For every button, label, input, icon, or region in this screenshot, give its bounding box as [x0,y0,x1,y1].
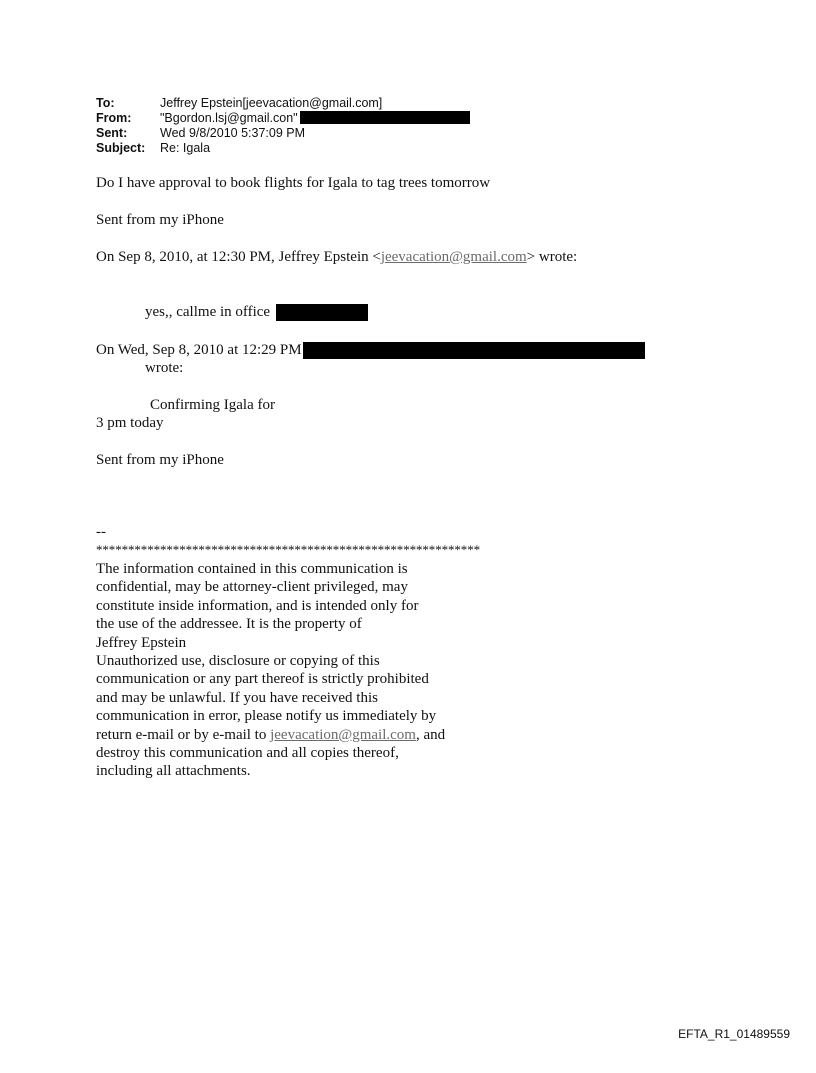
confirm-line: Confirming Igala for [150,397,275,413]
disclaimer-line: constitute inside information, and is intended only for [96,597,419,614]
disclaimer-text: return e-mail or by e-mail to [96,726,271,743]
disclaimer-line: including all attachments. [96,763,251,780]
quote-suffix: > wrote: [526,249,578,265]
redaction-box [300,111,470,124]
to-value: Jeffrey Epstein[jeevacation@gmail.com] [160,96,383,110]
signature: Sent from my iPhone [96,212,224,228]
disclaimer-line: communication in error, please notify us immediately by [96,708,437,725]
disclaimer-line: destroy this communication and all copies thereof, [96,745,399,762]
quote-wrote: wrote: [145,360,184,376]
sent-label: Sent: [96,126,128,140]
from-row [96,111,470,126]
email-header [96,96,470,156]
disclaimer-text: , and [415,726,446,743]
email-link[interactable]: jeevacation@gmail.com [380,249,527,265]
disclaimer-line: the use of the addressee. It is the property of [96,616,362,633]
quote-prefix: On Sep 8, 2010, at 12:30 PM, Jeffrey Epstein < [96,249,381,265]
separator-stars: ************************************************************ [96,542,481,557]
sent-value: Wed 9/8/2010 5:37:09 PM [160,126,306,140]
disclaimer-line: confidential, may be attorney-client privileged, may [96,579,408,596]
disclaimer-line: and may be unlawful. If you have received this [96,689,378,706]
quote-header-1 [96,248,577,267]
subject-row [96,141,470,156]
disclaimer-line: Unauthorized use, disclosure or copying of this [96,653,380,670]
disclaimer [96,560,445,781]
confirm-line: 3 pm today [96,415,164,431]
separator-dashes: -- [96,524,106,540]
disclaimer-line: communication or any part thereof is strictly prohibited [96,671,429,688]
disclaimer-line [96,726,445,744]
disclaimer-line: Jeffrey Epstein [96,634,187,651]
from-label: From: [96,111,132,125]
from-value: "Bgordon.lsj@gmail.con" [160,111,298,125]
to-label: To: [96,96,115,110]
to-row [96,96,470,111]
message-line: Do I have approval to book flights for Igala to tag trees tomorrow [96,175,491,191]
signature: Sent from my iPhone [96,452,224,468]
quote-prefix: On Wed, Sep 8, 2010 at 12:29 PM [96,342,302,358]
sent-row [96,126,470,141]
redaction-box [276,304,368,321]
reply-text: yes,, callme in office [145,304,271,320]
email-link[interactable]: jeevacation@gmail.com [270,726,416,743]
document-id: EFTA_R1_01489559 [678,1027,790,1041]
subject-value: Re: Igala [160,141,211,155]
reply-line [145,303,368,322]
redaction-box [303,342,645,359]
subject-label: Subject: [96,141,146,155]
disclaimer-line: The information contained in this communication is [96,561,408,577]
quote-header-2 [96,341,645,360]
